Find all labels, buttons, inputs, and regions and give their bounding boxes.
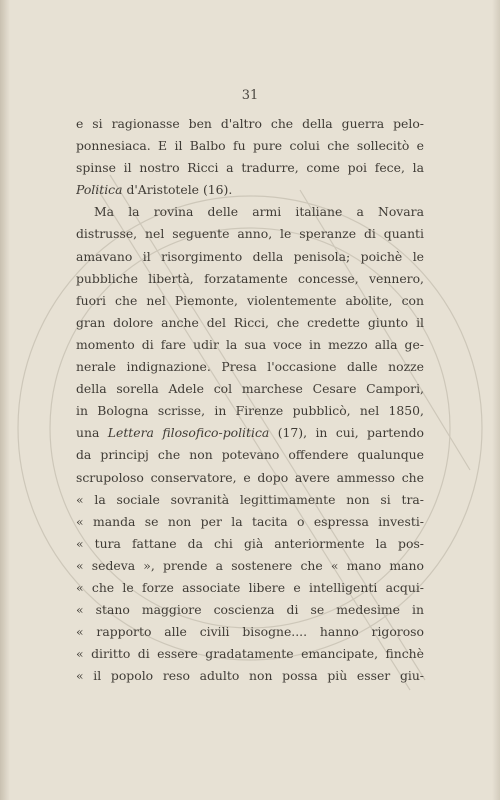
text-line: amavano il risorgimento della penisola; poichè le bbox=[76, 248, 424, 264]
text-line: « tura fattane da chi già anteriormente la pos- bbox=[76, 535, 424, 551]
text-line: « manda se non per la tacita o espressa investi- bbox=[76, 513, 424, 529]
text-line: della sorella Adele col marchese Cesare Campori, bbox=[76, 381, 424, 397]
text-line: distrusse, nel seguente anno, le speranze di quanti bbox=[76, 226, 424, 242]
text-line: pubbliche libertà, forzatamente concesse, vennero, bbox=[76, 270, 424, 286]
body-text bbox=[76, 113, 424, 687]
text-line: da principj che non potevano offendere qualunque bbox=[76, 447, 424, 463]
text-line: ponnesiaca. E il Balbo fu pure colui che sollecitò e bbox=[76, 138, 424, 154]
page-right-edge-shadow bbox=[492, 0, 500, 800]
text-line: spinse il nostro Ricci a tradurre, come poi fece, la bbox=[76, 160, 424, 176]
text-line: Ma la rovina delle armi italiane a Novara bbox=[94, 204, 424, 220]
text-line: momento di fare udir la sua voce in mezzo alla ge- bbox=[76, 336, 424, 352]
text-line: scrupoloso conservatore, e dopo avere ammesso che bbox=[76, 469, 424, 485]
text-line: « sedeva », prende a sostenere che « mano mano bbox=[76, 557, 424, 573]
text-fragment: (17), in cui, partendo bbox=[269, 425, 424, 441]
text-fragment: una bbox=[76, 425, 108, 441]
italic-title: Politica bbox=[76, 182, 123, 198]
text-line: « che le forze associate libere e intelligenti acqui- bbox=[76, 579, 424, 595]
text-line: gran dolore anche del Ricci, che credette giunto il bbox=[76, 314, 424, 330]
text-line: « il popolo reso adulto non possa più esser giu- bbox=[76, 668, 424, 684]
text-line: « la sociale sovranità legittimamente non si tra- bbox=[76, 491, 424, 507]
text-line: e si ragionasse ben d'altro che della guerra pelo- bbox=[76, 116, 424, 131]
text-line: fuori che nel Piemonte, violentemente abolite, con bbox=[76, 292, 424, 308]
text-line bbox=[76, 179, 424, 201]
text-line: « rapporto alle civili bisogne.... hanno rigoroso bbox=[76, 624, 424, 640]
text-line: « diritto di essere gradatamente emancipate, finchè bbox=[76, 646, 424, 662]
text-line: nerale indignazione. Presa l'occasione dalle nozze bbox=[76, 359, 424, 375]
page-number: 31 bbox=[241, 88, 259, 103]
page-left-edge-shadow bbox=[0, 0, 10, 800]
text-line: in Bologna scrisse, in Firenze pubblicò, nel 1850, bbox=[76, 403, 424, 419]
text-line bbox=[76, 422, 424, 444]
text-fragment: d'Aristotele (16). bbox=[122, 182, 233, 198]
italic-title: Lettera filosofico-politica bbox=[107, 425, 270, 441]
text-line: « stano maggiore coscienza di se medesime in bbox=[76, 602, 424, 618]
